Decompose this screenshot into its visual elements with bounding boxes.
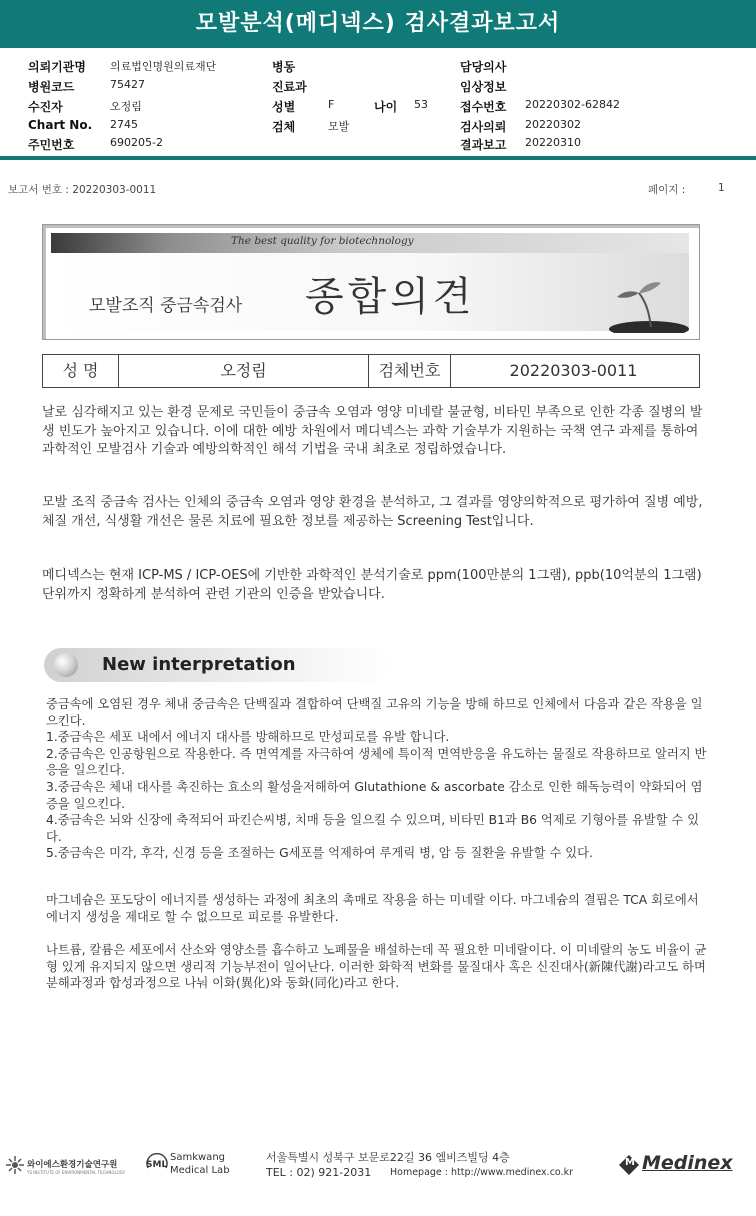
footer [0, 1140, 756, 1190]
footer-tel: TEL : 02) 921-2031 [266, 1166, 372, 1179]
sml-logo-mark: SML [146, 1160, 168, 1170]
receipt-value: 20220302-62842 [525, 98, 620, 111]
section-header [44, 648, 390, 682]
specimen-no-label: 검체번호 [369, 355, 451, 387]
interp-item: 5.중금속은 미각, 후각, 신경 등을 조절하는 G세포를 억제하여 루게릭 병, 암 등 질환을 유발할 수 있다. [46, 846, 593, 861]
bullet-sphere-icon [54, 653, 78, 677]
ys-logo-name: 와이에스환경기술연구원 [27, 1160, 118, 1170]
magnesium-paragraph: 마그네슘은 포도당이 에너지를 생성하는 과정에 최초의 촉매로 작용을 하는 미네랄 이다. 마그네슘의 결핍은 TCA 회로에서 에너지 생성을 제대로 할 수 없으므로 피로를 유발한다. [46, 893, 699, 924]
chart-value: 2745 [110, 118, 138, 131]
page-title: 모발분석(메디넥스) 검사결과보고서 [0, 0, 756, 48]
id-value: 690205-2 [110, 136, 163, 149]
clinical-label: 임상정보 [460, 80, 507, 94]
patient-value: 오정림 [110, 100, 142, 113]
chart-label: Chart No. [28, 118, 93, 132]
specimen-label: 검체 [272, 120, 296, 134]
sex-value: F [328, 98, 335, 111]
age-label: 나이 [374, 100, 398, 114]
age-value: 53 [414, 98, 428, 111]
sodium-paragraph: 나트륨, 칼륨은 세포에서 산소와 영양소를 흡수하고 노폐물을 배설하는데 꼭 필요한 미네랄이다. 이 미네랄의 농도 비율이 균형 있게 유지되지 않으면 생리적 기능부전이 일어난다. 이러한 화학적 변화를 물질대사 혹은 신진대사(新陳代謝)라고도 하며 분해과정과 합성과정으로 나눠 이화(異化)와 동화(同化)라고 한다. [46, 943, 707, 991]
ys-logo-icon [6, 1156, 24, 1174]
hospital-code-value: 75427 [110, 78, 145, 91]
footer-address: 서울특별시 성북구 보문로22길 36 엠비즈빌딩 4층 [266, 1151, 510, 1164]
name-table [42, 354, 700, 388]
intro-paragraph-3: 메디넥스는 현재 ICP-MS / ICP-OES에 기반한 과학적인 분석기술로 ppm(100만분의 1그램), ppb(10억분의 1그램) 단위까지 정확하게 분석하여 관련 기관의 인증을 받았습니다. [42, 568, 702, 602]
institution-value: 의료법인명원의료재단 [110, 60, 217, 73]
summary-banner [42, 224, 700, 340]
hospital-code-label: 병원코드 [28, 80, 75, 94]
medinex-brand: Medinex [642, 1152, 733, 1174]
interpretation-list [46, 696, 710, 862]
ward-label: 병동 [272, 60, 296, 74]
interp-intro: 중금속에 오염된 경우 체내 중금속은 단백질과 결합하여 단백질 고유의 기능을 방해 하므로 인체에서 다음과 같은 작용을 일으킨다. [46, 697, 703, 728]
intro-paragraph-2: 모발 조직 중금속 검사는 인체의 중금속 오염과 영양 환경을 분석하고, 그 결과를 영양의학적으로 평가하여 질병 예방, 체질 개선, 식생활 개선은 물론 치료에 필요한 정보를 제공하는 Screening Test입니다. [42, 495, 703, 529]
medinex-logo-mark: M [625, 1157, 635, 1168]
interp-item: 4.중금속은 뇌와 신장에 축적되어 파킨슨씨병, 치매 등을 일으킬 수 있으며, 비타민 B1과 B6 억제로 기형아를 유발할 수 있다. [46, 813, 700, 844]
sml-logo-line2: Medical Lab [170, 1165, 230, 1176]
section-title: New interpretation [102, 654, 296, 675]
banner-heading: 종합의견 [305, 274, 476, 320]
specimen-no-value: 20220303-0011 [509, 361, 638, 380]
interp-item: 1.중금속은 세포 내에서 에너지 대사를 방해하므로 만성피로를 유발 합니다. [46, 730, 450, 745]
banner-subtitle: 모발조직 중금속검사 [89, 296, 243, 316]
report-value: 20220310 [525, 136, 581, 149]
intro-paragraph-1: 날로 심각해지고 있는 환경 문제로 국민들이 중금속 오염과 영양 미네랄 불균형, 비타민 부족으로 인한 각종 질병의 발생 빈도가 높아지고 있습니다. 이에 대한 예방 차원에서 메디넥스는 과학 기술부가 지원하는 국책 연구 과제를 통하여 과학적인 모발검사 기술과 예방의학적인 해석 기법을 국내 최초로 정립하였습니다. [42, 405, 703, 457]
seedling-image [591, 257, 691, 333]
report-number: 보고서 번호 : 20220303-0011 [8, 184, 157, 196]
specimen-value: 모발 [328, 120, 350, 133]
ys-logo-sub: YS INSTITUTE OF ENVIRONMENTAL TECHNOLOGY [27, 1170, 126, 1175]
name-value: 오정림 [119, 355, 369, 387]
doctor-label: 담당의사 [460, 60, 507, 74]
interp-item: 3.중금속은 체내 대사를 촉진하는 효소의 활성을저해하여 Glutathione & ascorbate 감소로 인한 해독능력이 약화되어 염증을 일으킨다. [46, 779, 703, 811]
request-label: 검사의뢰 [460, 120, 507, 134]
divider [0, 156, 756, 160]
patient-info [0, 52, 756, 152]
sml-logo-line1: Samkwang [170, 1152, 225, 1163]
dept-label: 진료과 [272, 80, 307, 94]
interp-item: 2.중금속은 인공항원으로 작용한다. 즉 면역계를 자극하여 생체에 특이적 면역반응을 유도하는 물질로 작용하므로 알러지 반응을 일으킨다. [46, 746, 707, 778]
banner-tagline: The best quality for biotechnology [231, 235, 414, 247]
id-label: 주민번호 [28, 138, 75, 152]
request-value: 20220302 [525, 118, 581, 131]
sex-label: 성별 [272, 100, 296, 114]
name-label: 성 명 [43, 355, 119, 387]
page-label: 페이지 : [648, 184, 686, 196]
report-label: 결과보고 [460, 138, 507, 152]
patient-label: 수진자 [28, 100, 63, 114]
footer-homepage: Homepage : http://www.medinex.co.kr [390, 1167, 573, 1178]
institution-label: 의뢰기관명 [28, 60, 86, 74]
receipt-label: 접수번호 [460, 100, 507, 114]
page-number: 1 [718, 182, 725, 194]
